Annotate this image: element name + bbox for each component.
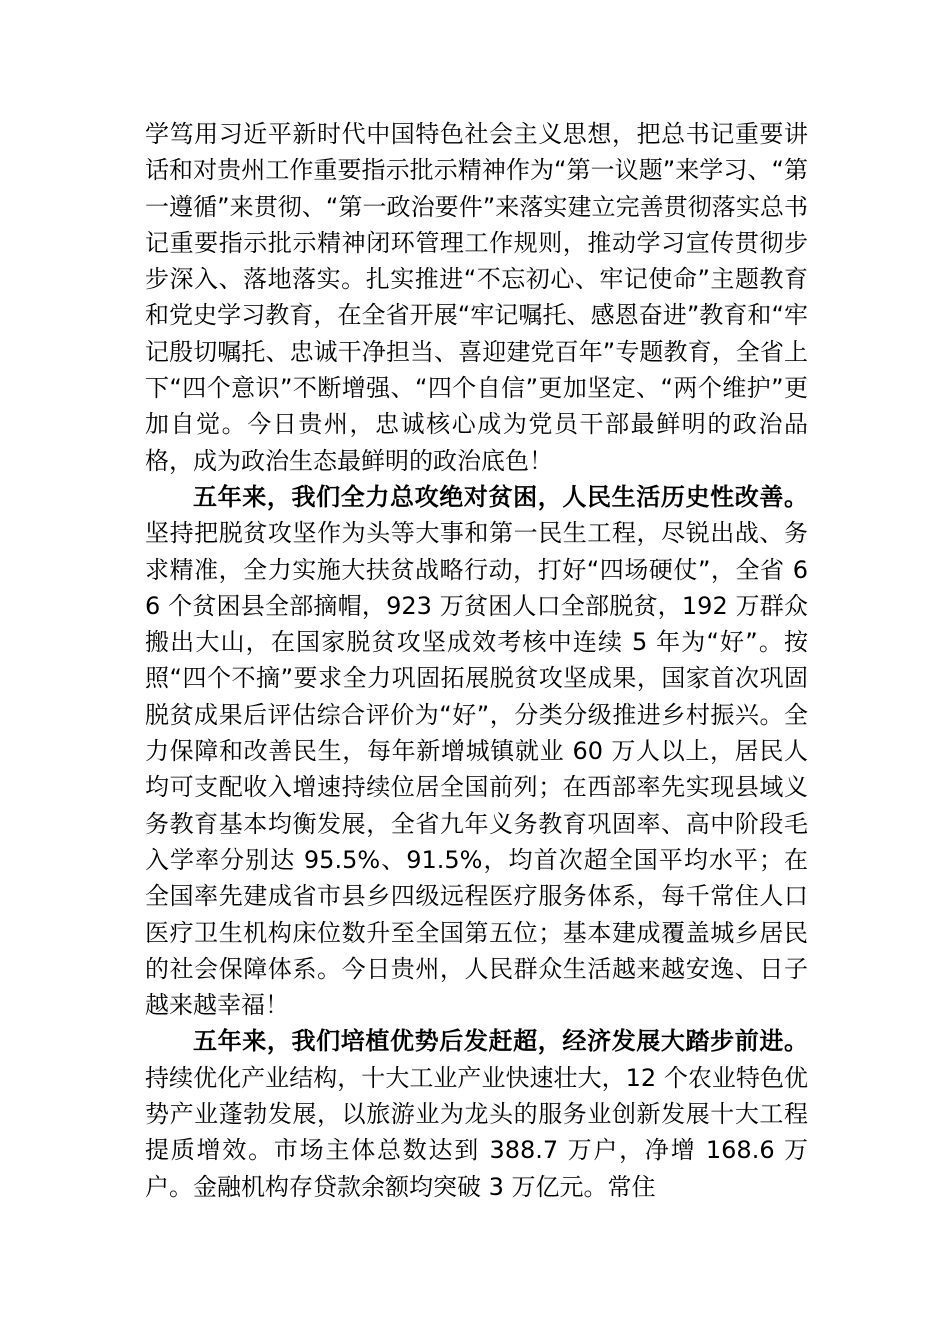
paragraph-1-text: 学笃用习近平新时代中国特色社会主义思想，把总书记重要讲话和对贵州工作重要指示批示精神作为“第一议题”来学习、“第一遵循”来贯彻、“第一政治要件”来落实建立完善贯彻落实总书记重要指示批示精神闭环管理工作规则，推动学习宣传贯彻步步深入、落地落实。扎实推进“不忘初心、牢记使命”主题教育和党史学习教育，在全省开展“牢记嘱托、感恩奋进”教育和“牢记殷切嘱托、忠诚干净担当、喜迎建党百年”专题教育，全省上下“四个意识”不断增强、“四个自信”更加坚定、“两个维护”更加自觉。今日贵州，忠诚核心成为党员干部最鲜明的政治品格，成为政治生态最鲜明的政治底色！ <box>145 120 808 475</box>
paragraph-2 <box>145 479 808 1023</box>
paragraph-3 <box>145 1023 808 1204</box>
paragraph-3-lead: 五年来，我们培植优势后发赶超，经济发展大踏步前进。 <box>193 1027 808 1056</box>
document-body <box>145 116 808 1205</box>
paragraph-2-lead: 五年来，我们全力总攻绝对贫困，人民生活历史性改善。 <box>193 482 808 511</box>
paragraph-2-text: 坚持把脱贫攻坚作为头等大事和第一民生工程，尽锐出战、务求精准，全力实施大扶贫战略行动，打好“四场硬仗”，全省 66 个贫困县全部摘帽，923 万贫困人口全部脱贫，192 万群众搬出大山，在国家脱贫攻坚成效考核中连续 5 年为“好”。按照“四个不摘”要求全力巩固拓展脱贫攻坚成果，国家首次巩固脱贫成果后评估综合评价为“好”，分类分级推进乡村振兴。全力保障和改善民生，每年新增城镇就业 60 万人以上，居民人均可支配收入增速持续位居全国前列；在西部率先实现县域义务教育基本均衡发展，全省九年义务教育巩固率、高中阶段毛入学率分别达 95.5%、91.5%，均首次超全国平均水平；在全国率先建成省市县乡四级远程医疗服务体系，每千常住人口医疗卫生机构床位数升至全国第五位；基本建成覆盖城乡居民的社会保障体系。今日贵州，人民群众生活越来越安逸、日子越来越幸福！ <box>145 519 808 1020</box>
paragraph-1 <box>145 116 808 479</box>
paragraph-3-text: 持续优化产业结构，十大工业产业快速壮大，12 个农业特色优势产业蓬勃发展，以旅游业为龙头的服务业创新发展十大工程提质增效。市场主体总数达到 388.7 万户，净增 168.6 万户。金融机构存贷款余额均突破 3 万亿元。常住 <box>145 1063 808 1201</box>
